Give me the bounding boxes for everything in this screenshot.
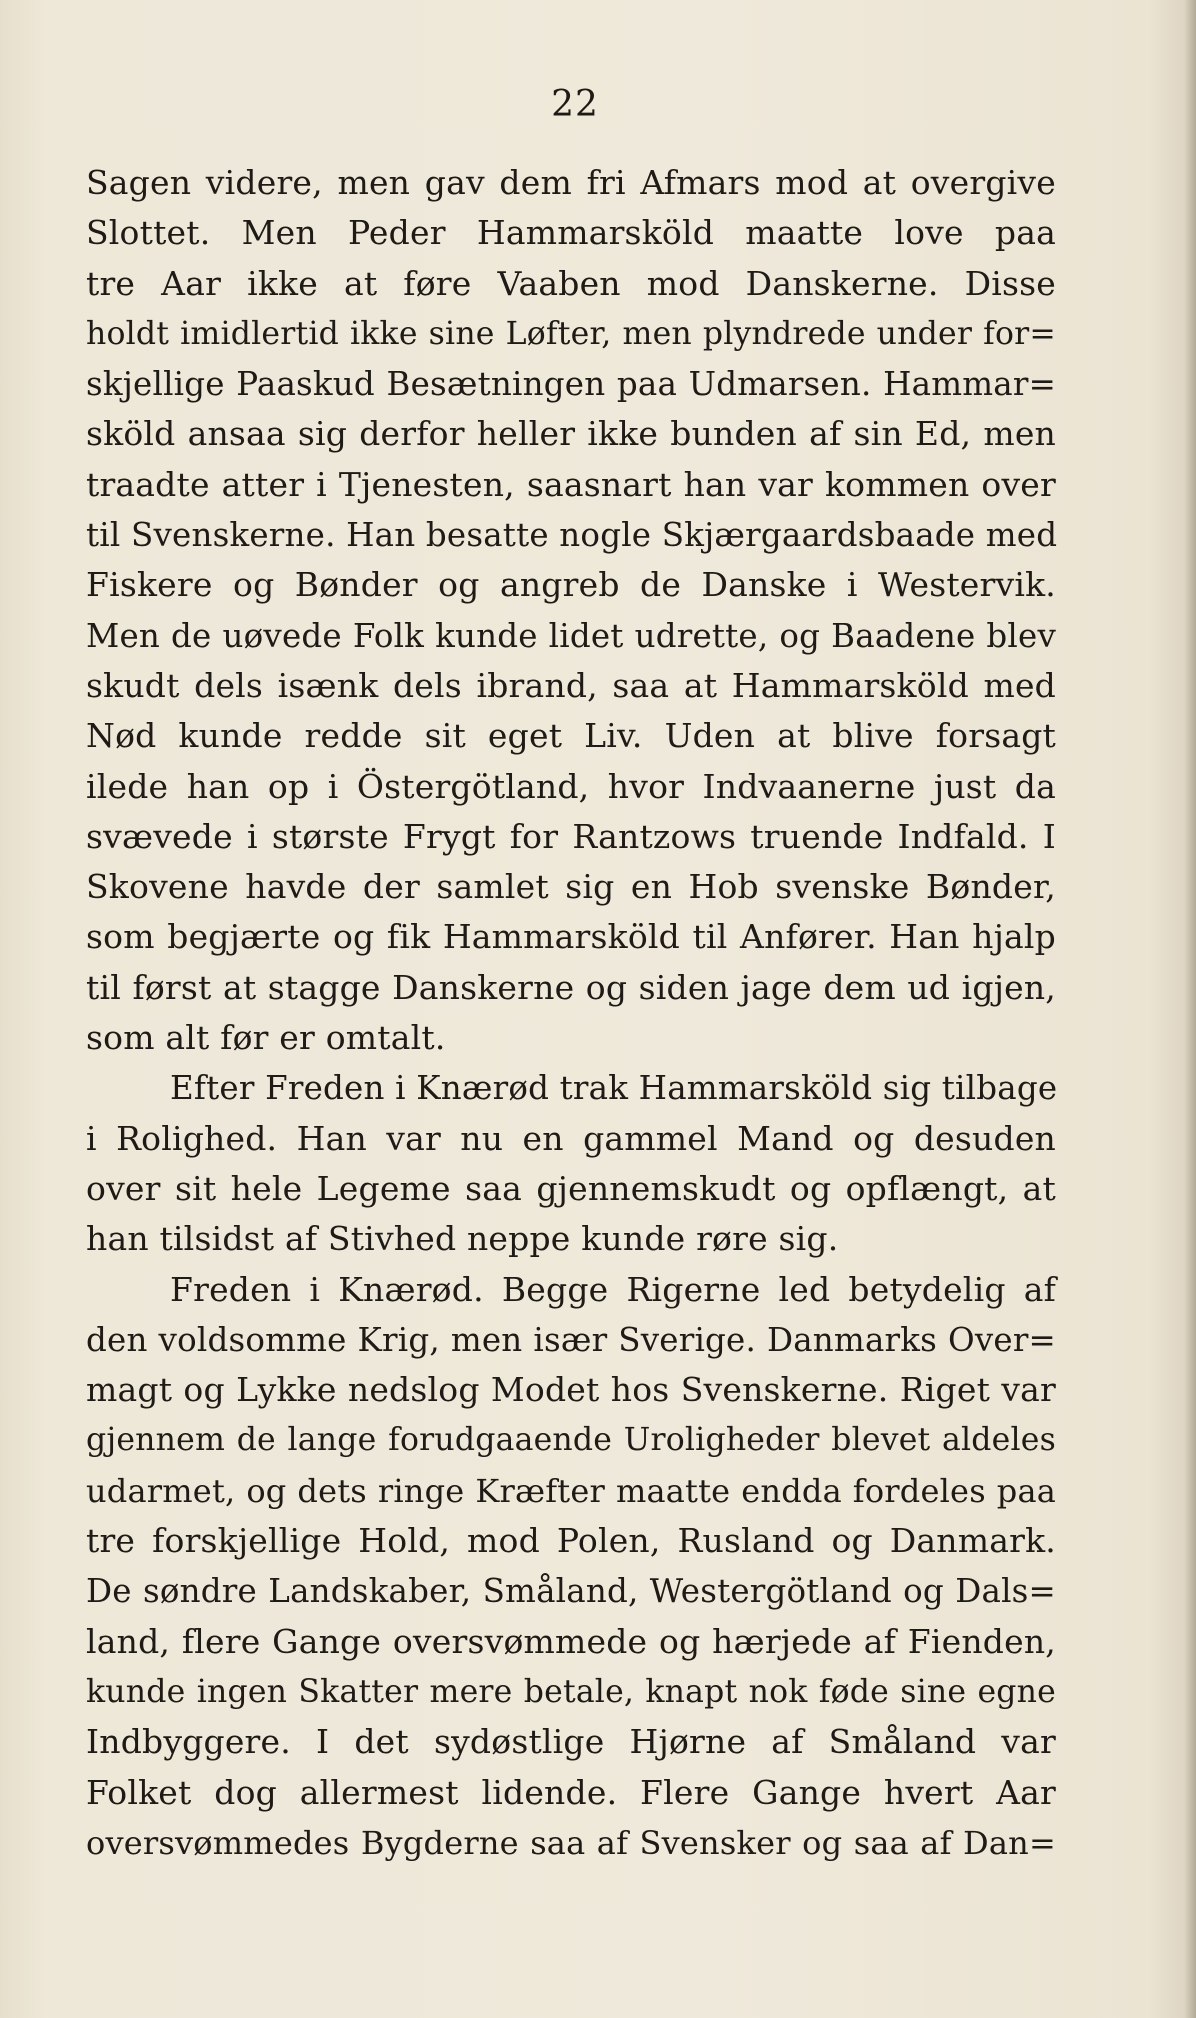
text-line: oversvømmedes Bygderne saa af Svensker og saa af Dan= bbox=[86, 1823, 1056, 1862]
text-line: Efter Freden i Knærød trak Hammarsköld sig tilbage bbox=[170, 1069, 1058, 1108]
text-line: magt og Lykke nedslog Modet hos Svenskerne. Riget var bbox=[86, 1370, 1056, 1410]
text-line: Sagen videre, men gav dem fri Afmars mod at overgive bbox=[86, 163, 1056, 202]
page-edge-shadow bbox=[1184, 0, 1196, 2018]
text-line: holdt imidlertid ikke sine Løfter, men plyndrede under for= bbox=[86, 315, 1056, 352]
text-line: skjellige Paaskud Besætningen paa Udmarsen. Hammar= bbox=[86, 365, 1056, 404]
text-line: svævede i største Frygt for Rantzows truende Indfald. I bbox=[86, 816, 1056, 856]
text-line: kunde ingen Skatter mere betale, knapt nok føde sine egne bbox=[86, 1673, 1056, 1710]
text-line: udarmet, og dets ringe Kræfter maatte endda fordeles paa bbox=[86, 1471, 1056, 1510]
text-line: Nød kunde redde sit eget Liv. Uden at blive forsagt bbox=[86, 716, 1056, 756]
text-line: Men de uøvede Folk kunde lidet udrette, og Baadene blev bbox=[86, 616, 1056, 655]
text-line: den voldsomme Krig, men især Sverige. Danmarks Over= bbox=[86, 1320, 1056, 1359]
text-line: Folket dog allermest lidende. Flere Gange hvert Aar bbox=[86, 1772, 1056, 1812]
text-line: De søndre Landskaber, Småland, Westergötland og Dals= bbox=[86, 1572, 1056, 1611]
text-line: som begjærte og fik Hammarsköld til Anfører. Han hjalp bbox=[86, 917, 1056, 957]
text-line: over sit hele Legeme saa gjennemskudt og opflængt, at bbox=[86, 1168, 1056, 1208]
text-line: gjennem de lange forudgaaende Uroligheder blevet aldeles bbox=[86, 1422, 1056, 1459]
text-line: til Svenskerne. Han besatte nogle Skjærgaardsbaade med bbox=[86, 516, 1058, 555]
text-line: Slottet. Men Peder Hammarsköld maatte love paa bbox=[86, 213, 1056, 253]
text-line: Indbyggere. I det sydøstlige Hjørne af Småland var bbox=[86, 1722, 1056, 1762]
text-line: traadte atter i Tjenesten, saasnart han var kommen over bbox=[86, 464, 1056, 504]
text-line: han tilsidst af Stivhed neppe kunde røre sig. bbox=[86, 1219, 839, 1259]
body-text bbox=[86, 158, 1056, 1868]
text-line: i Rolighed. Han var nu en gammel Mand og desuden bbox=[86, 1118, 1056, 1158]
text-line: sköld ansaa sig derfor heller ikke bunden af sin Ed, men bbox=[86, 414, 1056, 454]
page-number: 22 bbox=[551, 84, 599, 125]
text-line: tre Aar ikke at føre Vaaben mod Danskerne. Disse bbox=[86, 263, 1056, 303]
text-line: Skovene havde der samlet sig en Hob svenske Bønder, bbox=[86, 867, 1056, 907]
text-line: tre forskjellige Hold, mod Polen, Rusland og Danmark. bbox=[86, 1521, 1056, 1561]
text-line: Fiskere og Bønder og angreb de Danske i Westervik. bbox=[86, 565, 1056, 605]
text-line: som alt før er omtalt. bbox=[86, 1018, 446, 1058]
text-line: Freden i Knærød. Begge Rigerne led betydelig af bbox=[170, 1269, 1056, 1309]
text-line: ilede han op i Östergötland, hvor Indvaanerne just da bbox=[86, 766, 1056, 806]
text-line: til først at stagge Danskerne og siden jage dem ud igjen, bbox=[86, 967, 1056, 1007]
text-line: skudt dels isænk dels ibrand, saa at Hammarsköld med bbox=[86, 665, 1056, 705]
text-line: land, flere Gange oversvømmede og hærjede af Fienden, bbox=[86, 1621, 1056, 1661]
